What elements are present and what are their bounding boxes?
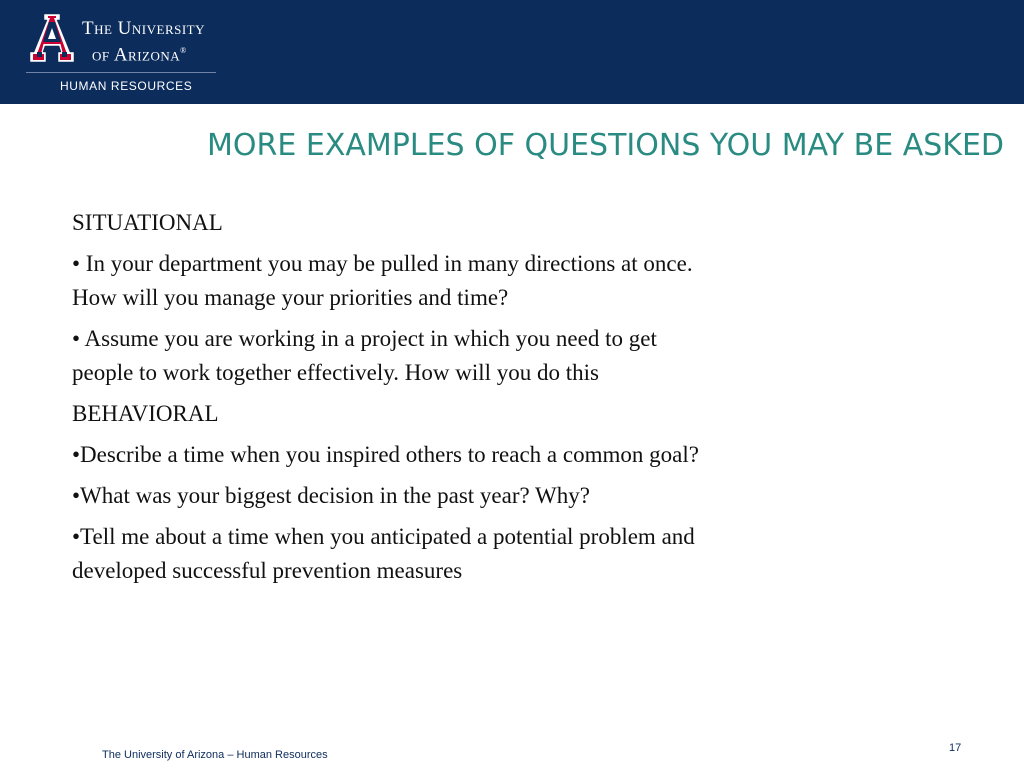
situational-question-1-line2: How will you manage your priorities and time? xyxy=(72,285,509,310)
behavioral-question-3-line2: developed successful prevention measures xyxy=(72,558,463,583)
department-label: HUMAN RESOURCES xyxy=(60,79,193,93)
university-name-line1: The University xyxy=(82,18,206,39)
header-banner xyxy=(0,0,1024,104)
situational-question-1-line1: • In your department you may be pulled in many directions at once. xyxy=(72,251,693,276)
registered-mark: ® xyxy=(180,46,187,55)
behavioral-question-3-line1: •Tell me about a time when you anticipated a potential problem and xyxy=(72,524,695,549)
header-divider xyxy=(26,72,216,73)
university-name-line2 xyxy=(82,40,205,66)
behavioral-question-3 xyxy=(72,520,872,588)
situational-question-2-line2: people to work together effectively. How will you do this xyxy=(72,360,599,385)
university-wordmark xyxy=(82,18,205,66)
situational-question-1 xyxy=(72,247,872,315)
situational-question-2-line1: • Assume you are working in a project in which you need to get xyxy=(72,326,657,351)
slide-body xyxy=(72,206,872,595)
university-logo-icon xyxy=(24,12,80,66)
page-number: 17 xyxy=(949,742,962,754)
situational-heading: SITUATIONAL xyxy=(72,210,223,235)
footer-text: The University of Arizona – Human Resources xyxy=(102,749,328,761)
slide-title: MORE EXAMPLES OF QUESTIONS YOU MAY BE ASKED xyxy=(207,128,1004,163)
situational-question-2 xyxy=(72,322,872,390)
behavioral-heading: BEHAVIORAL xyxy=(72,401,219,426)
behavioral-question-1: •Describe a time when you inspired others to reach a common goal? xyxy=(72,442,699,467)
university-name-line2-text: of Arizona xyxy=(92,44,181,66)
behavioral-question-2: •What was your biggest decision in the past year? Why? xyxy=(72,483,590,508)
